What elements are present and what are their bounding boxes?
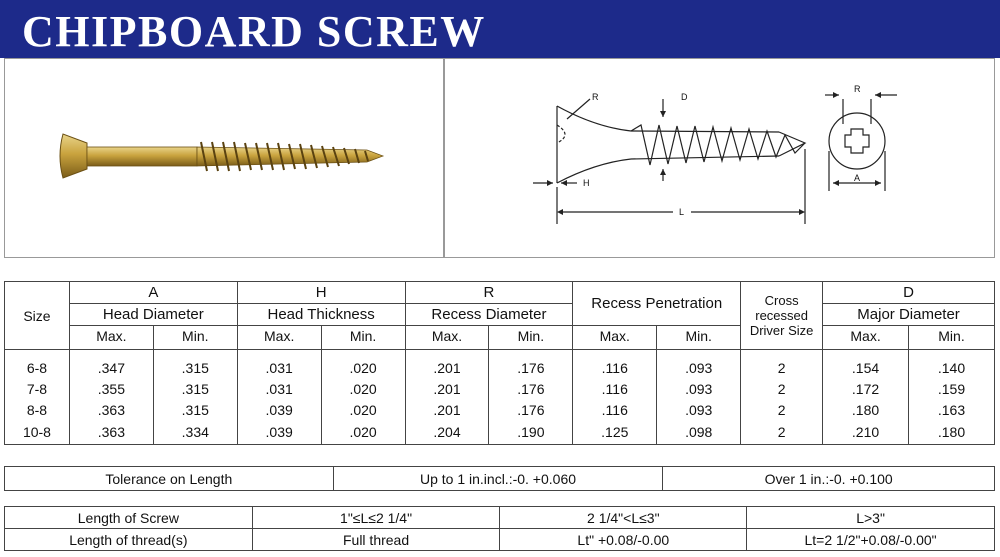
cell-h-min: .020 bbox=[321, 421, 405, 445]
screw-photo-panel bbox=[4, 58, 444, 258]
tolerance-over: Over 1 in.:-0. +0.100 bbox=[663, 467, 995, 491]
max-label: Max. bbox=[69, 326, 153, 350]
cell-driver: 2 bbox=[741, 421, 823, 445]
diagram-label-r: R bbox=[592, 92, 599, 102]
diagram-label-r-top: R bbox=[854, 84, 861, 94]
cell-driver: 2 bbox=[741, 379, 823, 400]
table-row bbox=[5, 507, 995, 529]
cell-p-min: .098 bbox=[657, 421, 741, 445]
length-row-label: Length of thread(s) bbox=[5, 529, 253, 551]
min-label: Min. bbox=[153, 326, 237, 350]
length-table bbox=[4, 506, 995, 551]
max-label: Max. bbox=[823, 326, 909, 350]
cell-h-max: .031 bbox=[237, 350, 321, 379]
cell-h-min: .020 bbox=[321, 400, 405, 421]
cell-a-max: .363 bbox=[69, 421, 153, 445]
cell-r-min: .190 bbox=[489, 421, 573, 445]
cell-h-min: .020 bbox=[321, 350, 405, 379]
tolerance-table bbox=[4, 466, 995, 491]
cell-d-min: .180 bbox=[909, 421, 995, 445]
group-recess-diameter: Recess Diameter bbox=[405, 304, 573, 326]
spec-header-row-1 bbox=[5, 282, 995, 304]
size-header: Size bbox=[5, 282, 70, 350]
max-label: Max. bbox=[573, 326, 657, 350]
table-row bbox=[5, 421, 995, 445]
max-label: Max. bbox=[405, 326, 489, 350]
group-major-diameter: Major Diameter bbox=[823, 304, 995, 326]
cell-r-max: .204 bbox=[405, 421, 489, 445]
table-row bbox=[5, 529, 995, 551]
cell-d-max: .172 bbox=[823, 379, 909, 400]
table-row bbox=[5, 400, 995, 421]
cell-h-min: .020 bbox=[321, 379, 405, 400]
cell-a-min: .334 bbox=[153, 421, 237, 445]
cell-a-max: .355 bbox=[69, 379, 153, 400]
group-letter-r: R bbox=[405, 282, 573, 304]
cell-a-max: .363 bbox=[69, 400, 153, 421]
cell-a-min: .315 bbox=[153, 379, 237, 400]
cell-d-max: .210 bbox=[823, 421, 909, 445]
cell-p-max: .116 bbox=[573, 400, 657, 421]
spec-table bbox=[4, 281, 995, 445]
table-row bbox=[5, 379, 995, 400]
tolerance-row bbox=[5, 467, 995, 491]
screw-diagram bbox=[445, 59, 996, 259]
cell-p-max: .125 bbox=[573, 421, 657, 445]
length-cell: 2 1/4"<L≤3" bbox=[500, 507, 747, 529]
cell-h-max: .039 bbox=[237, 421, 321, 445]
cell-r-max: .201 bbox=[405, 400, 489, 421]
cell-p-max: .116 bbox=[573, 379, 657, 400]
cell-p-max: .116 bbox=[573, 350, 657, 379]
cell-r-max: .201 bbox=[405, 379, 489, 400]
cell-p-min: .093 bbox=[657, 379, 741, 400]
cell-size: 6-8 bbox=[5, 350, 70, 379]
spec-header-row-2 bbox=[5, 304, 995, 326]
cell-d-max: .180 bbox=[823, 400, 909, 421]
cell-d-min: .159 bbox=[909, 379, 995, 400]
group-head-thickness: Head Thickness bbox=[237, 304, 405, 326]
cell-size: 8-8 bbox=[5, 400, 70, 421]
length-cell: Lt" +0.08/-0.00 bbox=[500, 529, 747, 551]
group-driver-size: Cross recessed Driver Size bbox=[741, 282, 823, 350]
diagram-label-a: A bbox=[854, 173, 861, 183]
cell-r-min: .176 bbox=[489, 350, 573, 379]
cell-p-min: .093 bbox=[657, 400, 741, 421]
group-head-diameter: Head Diameter bbox=[69, 304, 237, 326]
spec-header-row-3 bbox=[5, 326, 995, 350]
tolerance-upto: Up to 1 in.incl.:-0. +0.060 bbox=[333, 467, 663, 491]
length-cell: Lt=2 1/2"+0.08/-0.00" bbox=[747, 529, 995, 551]
cell-h-max: .039 bbox=[237, 400, 321, 421]
cell-a-min: .315 bbox=[153, 400, 237, 421]
length-row-label: Length of Screw bbox=[5, 507, 253, 529]
min-label: Min. bbox=[321, 326, 405, 350]
cell-r-min: .176 bbox=[489, 379, 573, 400]
cell-r-min: .176 bbox=[489, 400, 573, 421]
tolerance-label: Tolerance on Length bbox=[5, 467, 334, 491]
cell-d-min: .163 bbox=[909, 400, 995, 421]
screw-diagram-panel bbox=[444, 58, 995, 258]
cell-p-min: .093 bbox=[657, 350, 741, 379]
length-cell: 1"≤L≤2 1/4" bbox=[252, 507, 500, 529]
cell-size: 10-8 bbox=[5, 421, 70, 445]
cell-driver: 2 bbox=[741, 400, 823, 421]
group-letter-a: A bbox=[69, 282, 237, 304]
group-recess-penetration: Recess Penetration bbox=[573, 282, 741, 326]
page-title: CHIPBOARD SCREW bbox=[22, 7, 486, 56]
cell-h-max: .031 bbox=[237, 379, 321, 400]
min-label: Min. bbox=[657, 326, 741, 350]
group-letter-h: H bbox=[237, 282, 405, 304]
cell-a-max: .347 bbox=[69, 350, 153, 379]
cell-size: 7-8 bbox=[5, 379, 70, 400]
cell-d-min: .140 bbox=[909, 350, 995, 379]
min-label: Min. bbox=[489, 326, 573, 350]
length-cell: Full thread bbox=[252, 529, 500, 551]
diagram-label-l: L bbox=[679, 207, 685, 217]
screw-photo bbox=[5, 59, 445, 259]
group-letter-d: D bbox=[823, 282, 995, 304]
cell-a-min: .315 bbox=[153, 350, 237, 379]
max-label: Max. bbox=[237, 326, 321, 350]
title-banner bbox=[0, 0, 1000, 58]
cell-driver: 2 bbox=[741, 350, 823, 379]
cell-r-max: .201 bbox=[405, 350, 489, 379]
min-label: Min. bbox=[909, 326, 995, 350]
diagram-label-h: H bbox=[583, 178, 590, 188]
table-row bbox=[5, 350, 995, 379]
length-cell: L>3" bbox=[747, 507, 995, 529]
diagram-label-d: D bbox=[681, 92, 688, 102]
cell-d-max: .154 bbox=[823, 350, 909, 379]
